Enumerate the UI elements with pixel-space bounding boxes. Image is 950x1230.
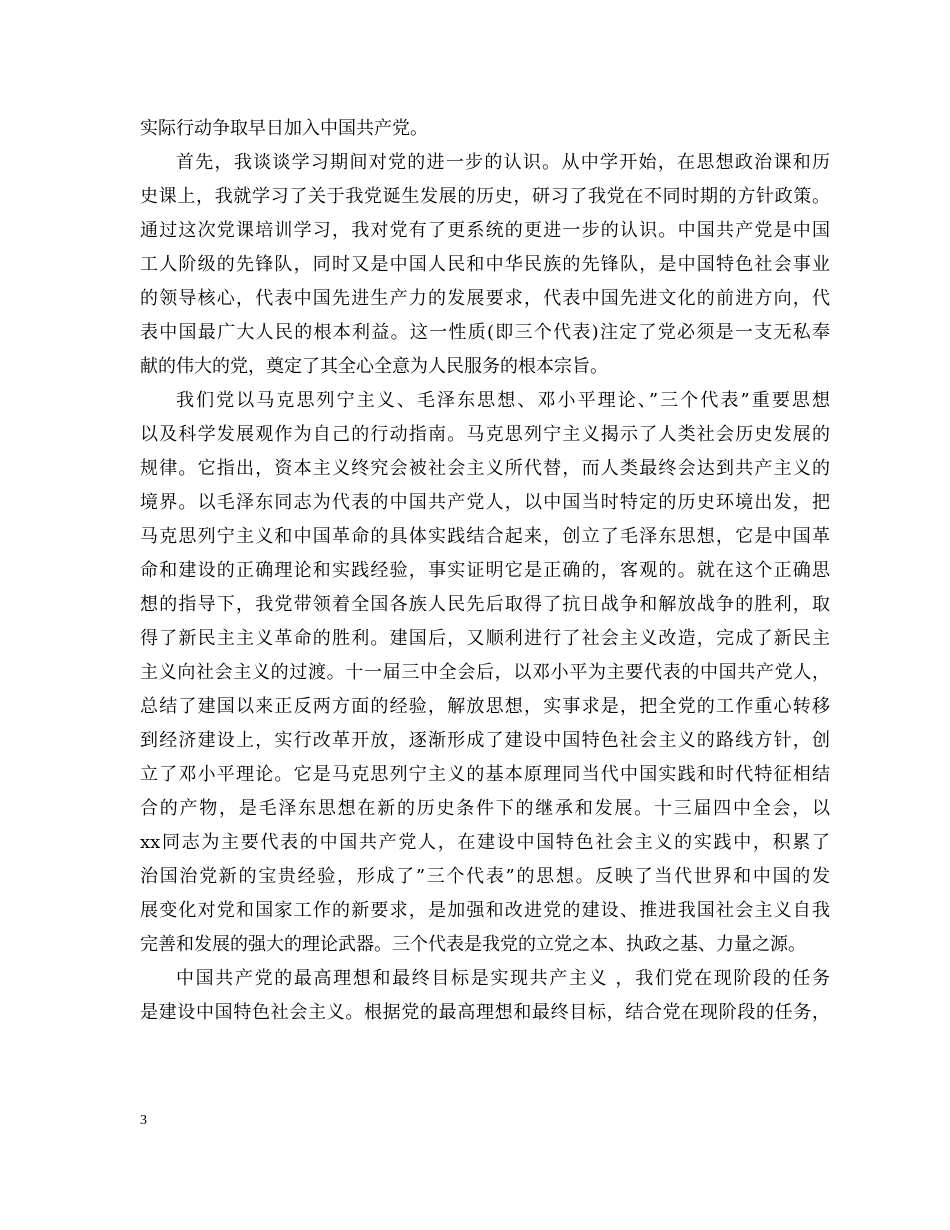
text-line: 完善和发展的强大的理论武器。三个代表是我党的立党之本、执政之基、力量之源。 [140, 934, 806, 955]
text-line: 主义向社会主义的过渡。十一届三中全会后，以邓小平为主要代表的中国共产党人， [140, 662, 830, 683]
text-line: 治国治党新的宝贵经验，形成了”三个代表”的思想。反映了当代世界和中国的发 [140, 866, 830, 887]
text-line: 史课上，我就学习了关于我党诞生发展的历史，研习了我党在不同时期的方针政策。 [140, 186, 830, 207]
text-line: 立了邓小平理论。它是马克思列宁主义的基本原理同当代中国实践和时代特征相结 [140, 764, 830, 785]
text-line: 我们党以马克思列宁主义、毛泽东思想、邓小平理论、”三个代表”重要思想 [176, 390, 830, 411]
text-line: 实际行动争取早日加入中国共产党。 [140, 118, 428, 139]
text-line: 表中国最广大人民的根本利益。这一性质(即三个代表)注定了党必须是一支无私奉 [140, 322, 830, 343]
text-line: 到经济建设上，实行改革开放，逐渐形成了建设中国特色社会主义的路线方针，创 [140, 730, 830, 751]
text-line: 的领导核心，代表中国先进生产力的发展要求，代表中国先进文化的前进方向，代 [140, 288, 830, 309]
text-line: 以及科学发展观作为自己的行动指南。马克思列宁主义揭示了人类社会历史发展的 [140, 424, 830, 445]
text-line: 献的伟大的党，奠定了其全心全意为人民服务的根本宗旨。 [140, 356, 608, 377]
text-line: 得了新民主主义革命的胜利。建国后，又顺利进行了社会主义改造，完成了新民主 [140, 628, 830, 649]
paragraph [140, 112, 830, 146]
text-line: 首先，我谈谈学习期间对党的进一步的认识。从中学开始，在思想政治课和历 [176, 152, 830, 173]
page-number: 3 [140, 1113, 147, 1128]
paragraph [140, 146, 830, 384]
text-line: 工人阶级的先锋队，同时又是中国人民和中华民族的先锋队，是中国特色社会事业 [140, 254, 830, 275]
text-line: 中国共产党的最高理想和最终目标是实现共产主义 ，我们党在现阶段的任务 [176, 968, 830, 989]
paragraph [140, 962, 830, 1030]
text-line: 规律。它指出，资本主义终究会被社会主义所代替，而人类最终会达到共产主义的 [140, 458, 830, 479]
text-line: 想的指导下，我党带领着全国各族人民先后取得了抗日战争和解放战争的胜利，取 [140, 594, 830, 615]
text-line: 是建设中国特色社会主义。根据党的最高理想和最终目标，结合党在现阶段的任务， [140, 1002, 830, 1023]
text-line: 总结了建国以来正反两方面的经验，解放思想，实事求是，把全党的工作重心转移 [140, 696, 830, 717]
text-line: 命和建设的正确理论和实践经验，事实证明它是正确的，客观的。就在这个正确思 [140, 560, 830, 581]
text-line: xx同志为主要代表的中国共产党人，在建设中国特色社会主义的实践中，积累了 [140, 832, 830, 853]
text-line: 合的产物，是毛泽东思想在新的历史条件下的继承和发展。十三届四中全会，以 [140, 798, 830, 819]
text-line: 境界。以毛泽东同志为代表的中国共产党人，以中国当时特定的历史环境出发，把 [140, 492, 830, 513]
text-line: 通过这次党课培训学习，我对党有了更系统的更进一步的认识。中国共产党是中国 [140, 220, 830, 241]
text-line: 马克思列宁主义和中国革命的具体实践结合起来，创立了毛泽东思想，它是中国革 [140, 526, 830, 547]
paragraph [140, 384, 830, 962]
body-text [140, 112, 830, 1030]
text-line: 展变化对党和国家工作的新要求，是加强和改进党的建设、推进我国社会主义自我 [140, 900, 830, 921]
